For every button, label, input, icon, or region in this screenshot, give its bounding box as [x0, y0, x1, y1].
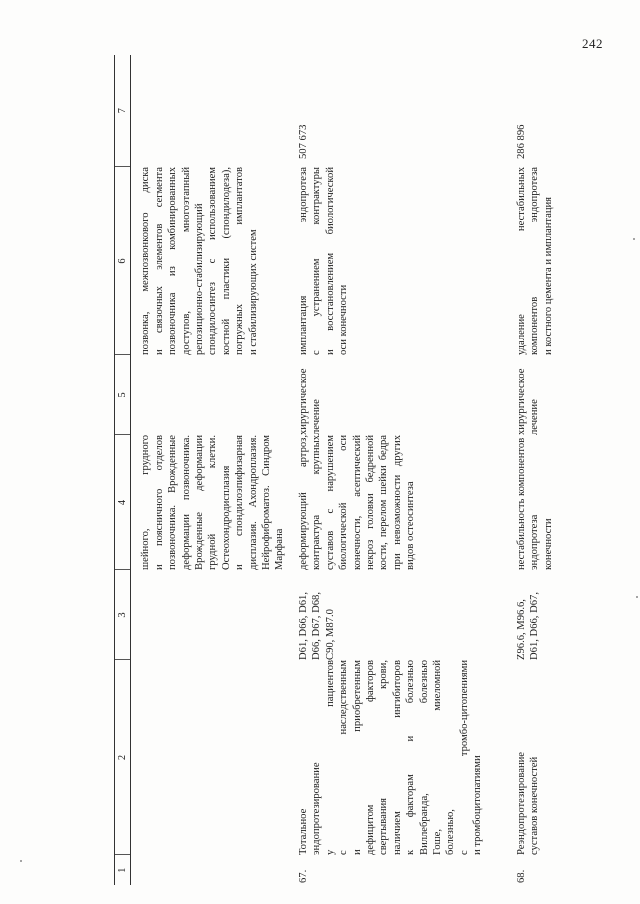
cell-line: некроз головки бедренной [364, 435, 376, 570]
cell-line: с наследственным [338, 660, 350, 855]
cell-treatment [289, 355, 507, 435]
cell-line: и восстановлением биологической [324, 167, 336, 355]
disease-text [515, 435, 555, 570]
table-body [131, 55, 557, 885]
cell-line: свертывания крови, [378, 660, 390, 855]
codes-text [515, 570, 542, 660]
cell-name [289, 660, 507, 855]
cell-line: кости, перелом шейки бедра [378, 435, 390, 570]
cell-line: позвонка, межпозвонкового диска [140, 167, 152, 355]
cell-line: C90, M87.0 [324, 609, 336, 660]
header-col-6: 6 [115, 167, 131, 355]
scan-speck [20, 860, 22, 862]
cell-line: и связочных элементов сегмента [153, 167, 165, 355]
treatment-text [297, 355, 324, 435]
cell-line: к факторам и болезнью [405, 660, 417, 855]
cell-line: деформации позвоночника. [180, 435, 192, 570]
disease-text [297, 435, 418, 570]
cell-codes [289, 570, 507, 660]
table-row-67 [289, 55, 507, 885]
cell-name [507, 660, 557, 855]
cont-cell-num [131, 855, 289, 885]
cell-line: биологической оси [338, 435, 350, 570]
row-number: 68. [515, 869, 527, 883]
cell-line: репозиционно-стабилизирующий [194, 203, 206, 355]
cell-line: эндопротезирование [311, 762, 323, 855]
cell-line: хирургическое [515, 368, 527, 435]
tariff-table [114, 55, 557, 885]
scan-speck [633, 238, 635, 240]
cont-disease-text [139, 435, 286, 570]
cell-line: конечности, асептический [351, 435, 363, 570]
cell-line: при невозможности других [391, 435, 403, 570]
cell-line: Тотальное [297, 808, 309, 855]
cell-line: погружных имплантатов [234, 167, 246, 355]
cell-line: наличием ингибиторов [391, 660, 403, 855]
cont-method-text [139, 167, 260, 355]
header-col-5: 5 [115, 355, 131, 435]
page-number: 242 [582, 36, 603, 51]
cell-line: суставов с нарушением [324, 435, 336, 570]
cell-line: Врожденные деформации [194, 435, 206, 570]
cell-line: видов остеосинтеза [405, 481, 417, 570]
cell-line: Виллебранда, болезнью [418, 660, 430, 855]
cell-line: позвоночника. Врожденные [167, 435, 179, 570]
name-text [515, 660, 542, 855]
cell-line: позвоночника из комбинированных [167, 167, 179, 355]
name-text [297, 660, 485, 855]
header-col-7: 7 [115, 55, 131, 167]
cell-line: Остеохондродисплазия [220, 465, 232, 570]
cell-line: Нейрофиброматоз. Синдром [261, 435, 273, 570]
cell-line: дисплазия. Ахондроплазия. [247, 435, 259, 570]
cell-line: и стабилизирующих систем [247, 229, 259, 355]
cont-cell-disease [131, 435, 289, 570]
cell-line: лечение [311, 399, 323, 435]
cell-line: нестабильность компонентов [515, 437, 527, 570]
cell-codes [507, 570, 557, 660]
cont-cell-treatment [131, 355, 289, 435]
cell-line: доступов, многоэтапный [180, 167, 192, 355]
cell-line: D66, D67, D68, [311, 592, 323, 660]
cell-norm: 286 896 [515, 124, 527, 159]
cell-line: и тромбоцитопатиями [472, 755, 484, 855]
cell-line: Марфана [274, 528, 286, 570]
rotated-table-container [114, 55, 628, 885]
table-row-68 [507, 55, 557, 885]
cell-line: дефицитом факторов [364, 660, 376, 855]
cell-line: удаление нестабильных [515, 167, 527, 355]
cell-line: имплантация эндопротеза [297, 167, 309, 355]
cell-line: болезнью, [445, 809, 457, 855]
cell-line: эндопротеза [529, 514, 541, 570]
cell-line: Гоше, миеломной [431, 660, 443, 855]
cell-line: с устранением контрактуры [311, 167, 323, 355]
cell-line: оси конечности [338, 284, 350, 355]
header-col-1: 1 [115, 855, 131, 885]
cell-line: суставов конечностей [529, 756, 541, 855]
header-col-4: 4 [115, 435, 131, 570]
cell-line: и приобретенным [351, 660, 363, 855]
cell-line: деформирующий артроз, [297, 435, 309, 570]
cell-disease [507, 435, 557, 570]
cell-line: шейного, грудного [140, 435, 152, 570]
cell-line: хирургическое [297, 368, 309, 435]
method-text [515, 167, 555, 355]
cell-line: Z96.6, M96.6, [515, 599, 527, 660]
cell-line: конечности [542, 518, 554, 570]
cell-norm: 507 673 [297, 124, 309, 159]
cell-line: с тромбо-цитопениями [458, 660, 470, 855]
cont-cell-norm [131, 55, 289, 167]
cell-line: D61, D66, D67, [529, 592, 541, 660]
cell-line: костной пластики (спондилодеза), [220, 167, 232, 355]
row-number: 67. [297, 869, 309, 883]
codes-text [297, 570, 337, 660]
cell-method [289, 167, 507, 355]
cell-method [507, 167, 557, 355]
cell-line: и спондилоэпифизарная [234, 435, 246, 570]
cell-line: компонентов эндопротеза [529, 167, 541, 355]
cell-line: D61, D66, D61, [297, 592, 309, 660]
cell-line: Реэндопротезирование [515, 752, 527, 855]
cell-line: и поясничного отделов [153, 435, 165, 570]
scan-speck [636, 596, 638, 598]
cell-line: спондилосинтез с использованием [207, 167, 219, 355]
cell-treatment [507, 355, 557, 435]
cont-cell-method [131, 167, 289, 355]
cell-line: и костного цемента и имплантация [542, 196, 554, 355]
table-header [115, 55, 131, 885]
cell-line: лечение [529, 399, 541, 435]
header-row [115, 55, 131, 885]
cell-line: контрактура крупных [311, 435, 323, 570]
cont-cell-name [131, 660, 289, 855]
cell-disease [289, 435, 507, 570]
header-col-3: 3 [115, 570, 131, 660]
method-text [297, 167, 351, 355]
table-row-continuation [131, 55, 289, 885]
header-col-2: 2 [115, 660, 131, 855]
cont-cell-codes [131, 570, 289, 660]
cell-line: грудной клетки. [207, 435, 219, 570]
cell-line: у пациентов [324, 660, 336, 855]
treatment-text [515, 355, 542, 435]
